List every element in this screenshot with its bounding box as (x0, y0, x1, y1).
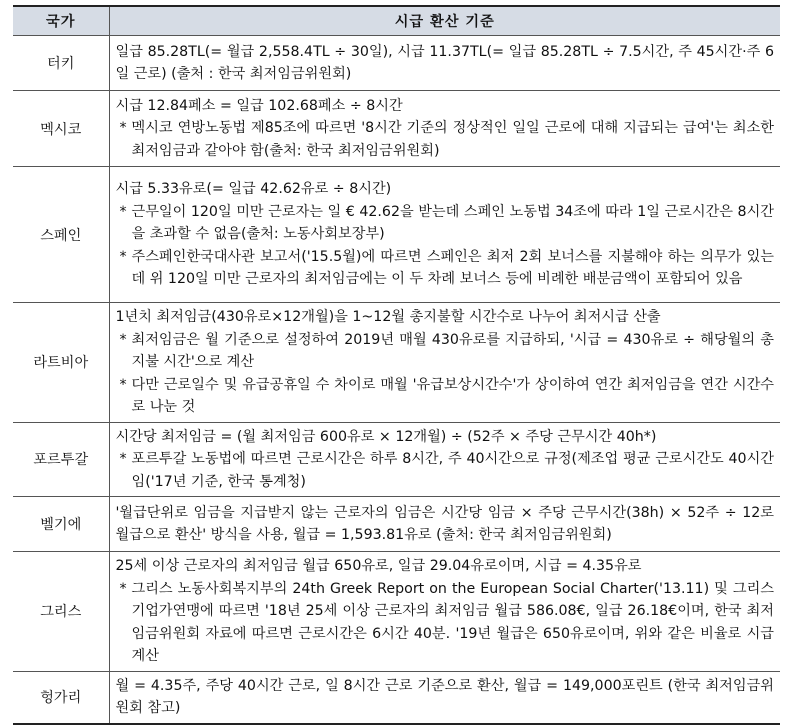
note-text: 최저임금은 월 기준으로 설정하여 2019년 매월 430유로를 지급하되, '시급 = 430유로 ÷ 해당월의 총지불 시간'으로 계산 (131, 331, 774, 370)
method-note (116, 201, 775, 246)
method-note (116, 578, 775, 668)
note-text: 근무일이 120일 미만 근로자는 일 € 42.62을 받는데 스페인 노동법 34조에 따라 1일 근로시간은 8시간을 초과할 수 없음(출처: 노동사회보장부) (131, 203, 774, 243)
method-main-text: 시급 5.33유로(= 일급 42.62유로 ÷ 8시간) (115, 181, 392, 198)
method-main-text: 1년치 최저임금(430유로×12개월)을 1~12월 총지불할 시간수로 나누어 최저시급 산출 (115, 309, 661, 325)
method-note (116, 117, 775, 162)
method-main-text: 일급 85.28TL(= 월급 2,558.4TL ÷ 30일), 시급 11.37TL(= 일급 85.28TL ÷ 7.5시간, 주 45시간·주 6일 근로) (출처 : 한국 최저임금위원회) (115, 43, 774, 82)
note-bullet: * (119, 248, 127, 265)
method-main-text: '월급단위로 임금을 지급받지 않는 근로자의 임금은 시간당 임금 × 주당 근무시간(38h) × 52주 ÷ 12로 월급으로 환산' 방식을 사용, 월급 = 1,593.81유로 (출처: 한국 최저임금위원회) (115, 504, 774, 543)
method-main-text: 월 = 4.35주, 주당 40시간 근로, 일 8시간 근로 기준으로 환산, 월급 = 149,000포린트 (한국 최저임금위원회 참고) (115, 677, 774, 716)
table-row (13, 167, 780, 303)
header-country: 국가 (13, 6, 109, 36)
country-cell: 벨기에 (13, 497, 109, 552)
method-cell (109, 422, 780, 497)
table-row (13, 422, 780, 497)
note-text: 주스페인한국대사관 보고서('15.5월)에 따르면 스페인은 최저 2회 보너스를 지불해야 하는 의무가 있는데 위 120일 미만 근로자의 최저임금에는 이 두 차례 보너스 등에 비례한 배분금액이 포함되어 있음 (131, 248, 774, 288)
method-main-text: 25세 이상 근로자의 최저임금 월급 650유로, 일급 29.04유로이며, 시급 = 4.35유로 (115, 558, 642, 574)
note-bullet: * (119, 580, 127, 597)
note-bullet: * (119, 120, 127, 137)
table-row (13, 497, 780, 552)
wage-conversion-table (13, 5, 780, 725)
method-note (116, 246, 775, 291)
note-bullet: * (119, 376, 127, 393)
table-row (13, 552, 780, 672)
method-cell (109, 497, 780, 552)
country-cell: 포르투갈 (13, 422, 109, 497)
country-cell: 라트비아 (13, 303, 109, 423)
method-note (116, 374, 775, 419)
table-row (13, 36, 780, 91)
country-cell: 터키 (13, 36, 109, 91)
note-text: 다만 근로일수 및 유급공휴일 수 차이로 매월 '유급보상시간수'가 상이하여 연간 최저임금을 연간 시간수로 나눈 것 (131, 376, 774, 415)
country-cell: 그리스 (13, 552, 109, 672)
country-cell: 멕시코 (13, 91, 109, 167)
method-cell (109, 167, 780, 303)
note-text: 멕시코 연방노동법 제85조에 따르면 '8시간 기준의 정상적인 일일 근로에 대해 지급되는 급여'는 최소한 최저임금과 같아야 함(출처: 한국 최저임금위원회) (131, 120, 774, 159)
table-row (13, 91, 780, 167)
method-main-text: 시급 12.84페소 = 일급 102.68페소 ÷ 8시간 (115, 97, 403, 114)
note-bullet: * (119, 203, 127, 220)
note-bullet: * (119, 451, 127, 467)
method-cell (109, 303, 780, 423)
note-text: 포르투갈 노동법에 따르면 근로시간은 하루 8시간, 주 40시간으로 규정(제조업 평균 근로시간도 40시간임('17년 기준, 한국 통계청) (131, 451, 774, 490)
table-header-row (13, 6, 780, 36)
method-cell (109, 91, 780, 167)
method-cell (109, 552, 780, 672)
method-main-text: 시간당 최저임금 = (월 최저임금 600유로 × 12개월) ÷ (52주 × 주당 근무시간 40h*) (115, 428, 657, 445)
method-note (116, 329, 775, 374)
country-cell: 스페인 (13, 167, 109, 303)
header-method: 시급 환산 기준 (109, 6, 780, 36)
method-note (116, 448, 775, 493)
note-bullet: * (119, 331, 127, 348)
country-cell: 헝가리 (13, 671, 109, 724)
method-cell (109, 36, 780, 91)
table-row (13, 303, 780, 423)
note-text: 그리스 노동사회복지부의 24th Greek Report on the European Social Charter('13.11) 및 그리스 기업가연맹에 따르면 '18년 25세 이상 근로자의 최저임금 월급 586.08€, 일급 26.18€이며, 한국 최저임금위원회 자료에 따르면 근로시간은 6시간 40분. '19년 월급은 650유로이며, 위와 같은 비율로 시급 계산 (131, 580, 774, 664)
